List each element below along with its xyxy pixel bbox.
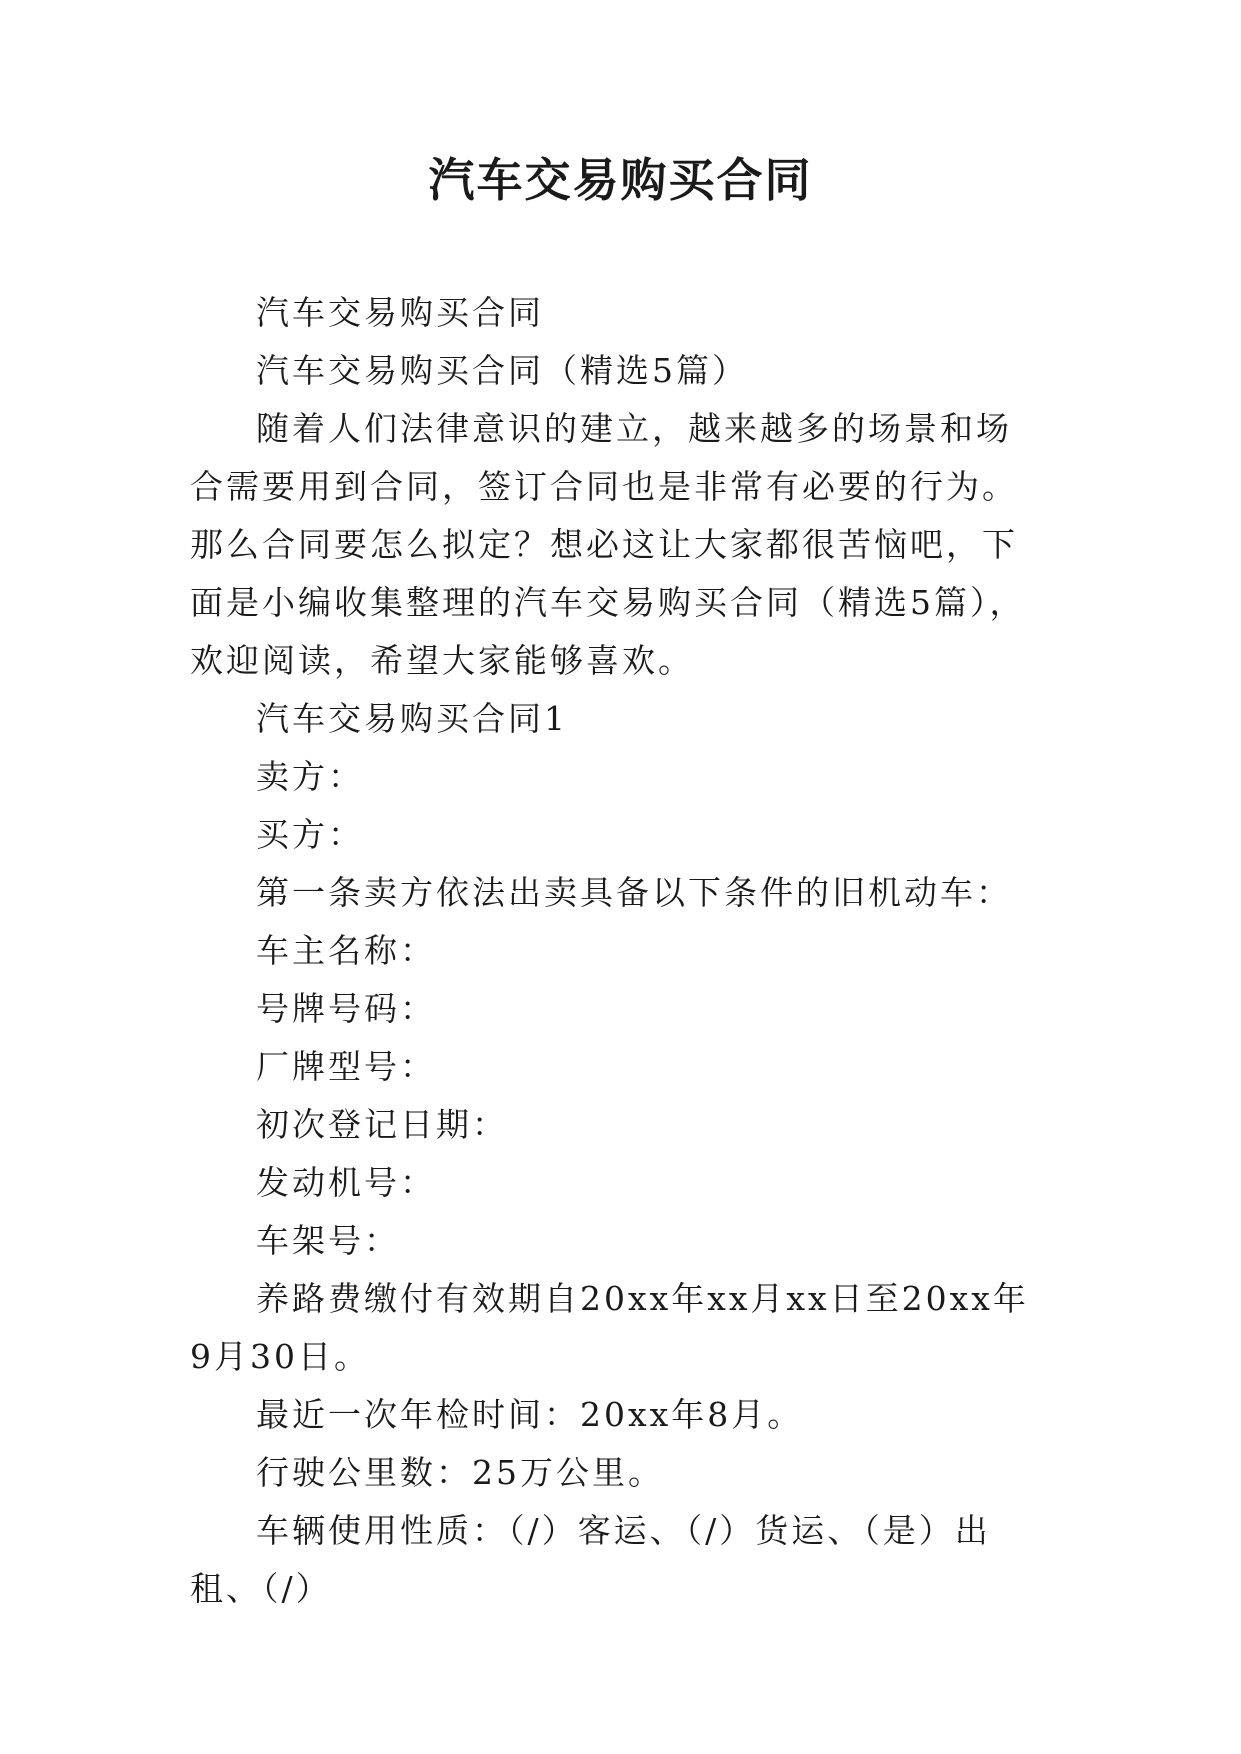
paragraph-seller: 卖方：	[256, 757, 364, 796]
paragraph-usage-type: 车辆使用性质：（/）客运、（/）货运、（是）出租、（/）	[190, 1511, 991, 1608]
paragraph-intro: 随着人们法律意识的建立，越来越多的场景和场合需要用到合同，签订合同也是非常有必要的行为。那么合同要怎么拟定？想必这让大家都很苦恼吧，下面是小编收集整理的汽车交易购买合同（精选5篇），欢迎阅读，希望大家能够喜欢。	[190, 409, 1026, 680]
paragraph-contract-1-title: 汽车交易购买合同1	[256, 699, 568, 738]
document-body	[190, 284, 1045, 1618]
paragraph-registration-date: 初次登记日期：	[256, 1105, 508, 1144]
paragraph-frame-number: 车架号：	[256, 1221, 400, 1260]
paragraph-article-1: 第一条卖方依法出卖具备以下条件的旧机动车：	[256, 873, 1012, 912]
paragraph-owner-name: 车主名称：	[256, 931, 436, 970]
paragraph-heading: 汽车交易购买合同	[256, 293, 544, 332]
paragraph-road-fee: 养路费缴付有效期自20xx年xx月xx日至20xx年9月30日。	[190, 1279, 1029, 1376]
paragraph-mileage: 行驶公里数：25万公里。	[256, 1453, 664, 1492]
paragraph-plate-number: 号牌号码：	[256, 989, 436, 1028]
document-title: 汽车交易购买合同	[428, 153, 813, 207]
paragraph-subtitle: 汽车交易购买合同（精选5篇）	[256, 351, 748, 390]
paragraph-inspection: 最近一次年检时间：20xx年8月。	[256, 1395, 804, 1434]
paragraph-brand-model: 厂牌型号：	[256, 1047, 436, 1086]
paragraph-buyer: 买方：	[256, 815, 364, 854]
paragraph-engine-number: 发动机号：	[256, 1163, 436, 1202]
